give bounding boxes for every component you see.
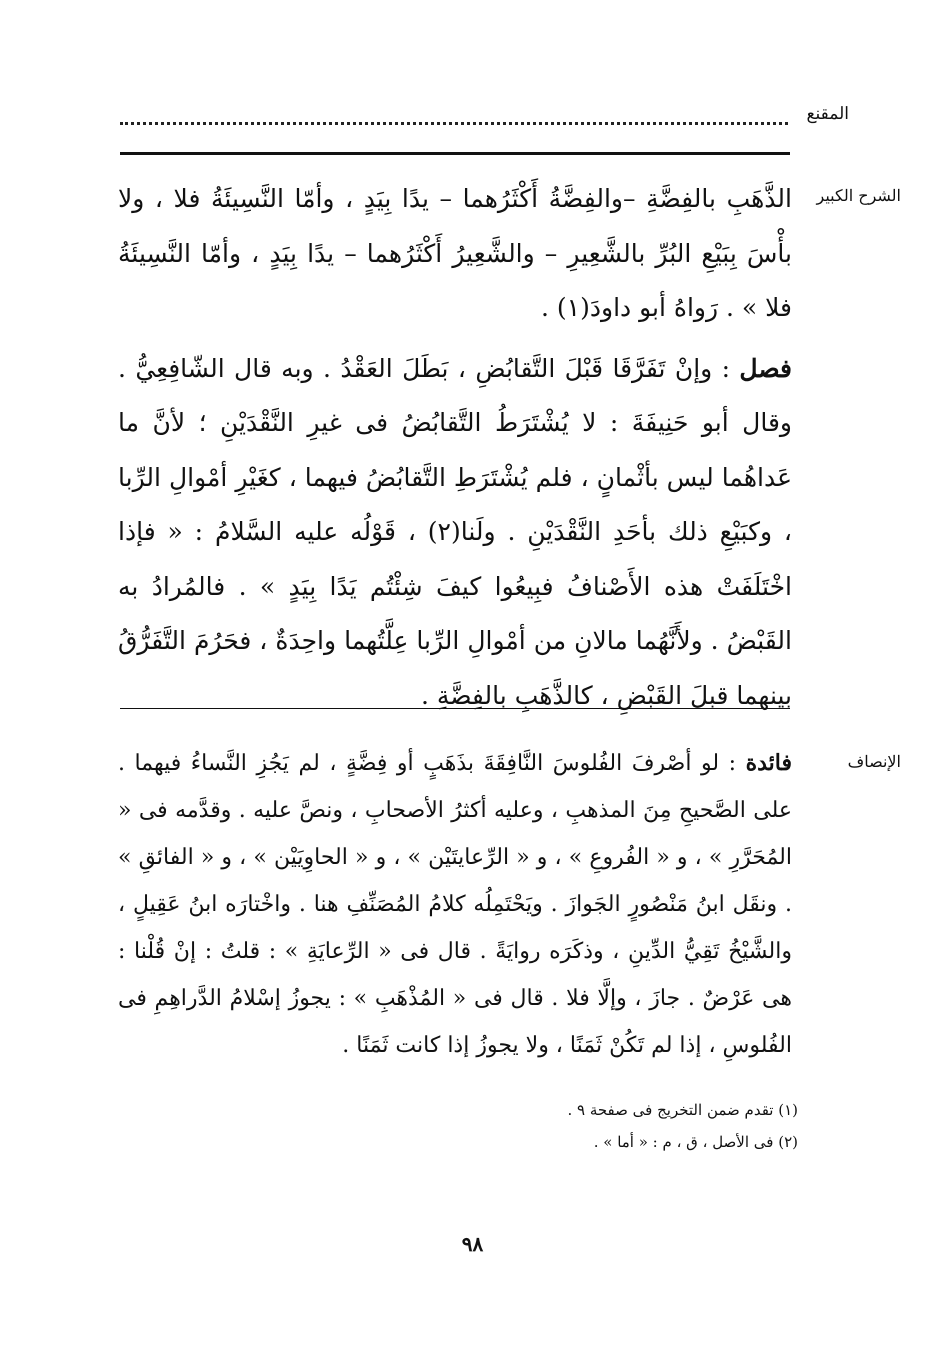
section-label-insaf: الإنصاف xyxy=(847,752,901,771)
faida-body: : لو أصْرفَ الفُلوسَ النَّافِقَةَ بذَهَبٍ أو فِضَّةٍ ، لم يَجُزِ النَّساءُ فيهما . على الصَّحيحِ مِنَ المذهبِ ، وعليه أكثرُ الأصحابِ ، ونصَّ عليه . وقدَّمه فى « المُحَرَّرِ » ، و « الفُروعِ » ، و « الرِّعايتَيْن » ، و « الحاوِيَيْن » ، و « الفائقِ » . ونقَل ابنُ مَنْصُورٍ الجَوازَ . ويَحْتَمِلُه كلامُ المُصَنِّفِ هنا . واخْتارَه ابنُ عَقِيلٍ ، والشَّيْخُ تَقِيُّ الدِّينِ ، وذكَرَه روايَةً . قال فى « الرِّعايَةِ » : قلتُ : إنْ قُلْنا : هى عَرْضٌ . جازَ ، وإلَّا فلا . قال فى « المُذْهَبِ » : يجوزُ إسْلامُ الدَّراهِمِ فى الفُلوسِ ، إذا لم تَكُنْ ثَمَنًا ، ولا يجوزُ إذا كانت ثَمَنًا . xyxy=(118,751,792,1058)
sharh-text-block xyxy=(118,172,792,723)
header-rule xyxy=(120,152,790,155)
fasl-heading: فصل xyxy=(739,353,792,383)
faida-heading: فائدة xyxy=(745,750,792,776)
fasl-body: : وإنْ تَفَرَّقَا قَبْلَ التَّقابُضِ ، بَطَلَ العَقْدُ . وبه قال الشّافِعِيُّ . وقال أبو حَنِيفَةَ : لا يُشْتَرَطُ التَّقابُضُ فى غيرِ النَّقْدَيْنِ ؛ لأنَّ ما عَداهُما ليس بأثْمانٍ ، فلم يُشْتَرَطِ التَّقابُضُ فيهما ، كغَيْرِ أمْوالِ الرِّبا ، وكبَيْعِ ذلك بأحَدِ النَّقْدَيْنِ . ولَنا(٢) ، قَوْلُه عليه السَّلامُ : « فإذا اخْتَلَفَتْ هذه الأَصْنافُ فبِيعُوا كيفَ شِئْتُم يَدًا بِيَدٍ » . فالمُرادُ به القَبْضُ . ولأَنَّهُما مالانِ من أمْوالِ الرِّبا عِلَّتُهما واحِدَةٌ ، فحَرُمَ التَّفَرُّقُ بينهما قبلَ القَبْضِ ، كالذَّهَبِ بالفِضَّةِ . xyxy=(118,353,792,710)
footnotes xyxy=(430,1094,798,1158)
page-number: ٩٨ xyxy=(461,1232,484,1256)
footnote-1: (١) تقدم ضمن التخريج فى صفحة ٩ . xyxy=(567,1101,798,1119)
fasl-paragraph xyxy=(118,342,792,724)
section-label-sharh: الشرح الكبير xyxy=(816,186,901,205)
faida-paragraph xyxy=(118,740,792,1069)
footnote-2: (٢) فى الأصل ، ق ، م : « أما » . xyxy=(593,1133,798,1151)
running-header-title: المقنع xyxy=(806,104,849,124)
header-dotted-line xyxy=(120,116,788,125)
sharh-intro-paragraph: الذَّهَبِ بالفِضَّةِ –والفِضَّةُ أَكْثَرُهما – يدًا بِيَدٍ ، وأمّا النَّسِيئَةُ فلا ، ولا بأْسَ بِبَيْعِ البُرِّ بالشَّعِيرِ – والشَّعِيرُ أَكْثَرُهما – يدًا بِيَدٍ ، وأمّا النَّسِيئَةُ فلا » . رَواهُ أبو داودَ(١) . xyxy=(118,184,792,322)
insaf-text-block xyxy=(118,740,792,1069)
section-divider xyxy=(120,708,790,709)
